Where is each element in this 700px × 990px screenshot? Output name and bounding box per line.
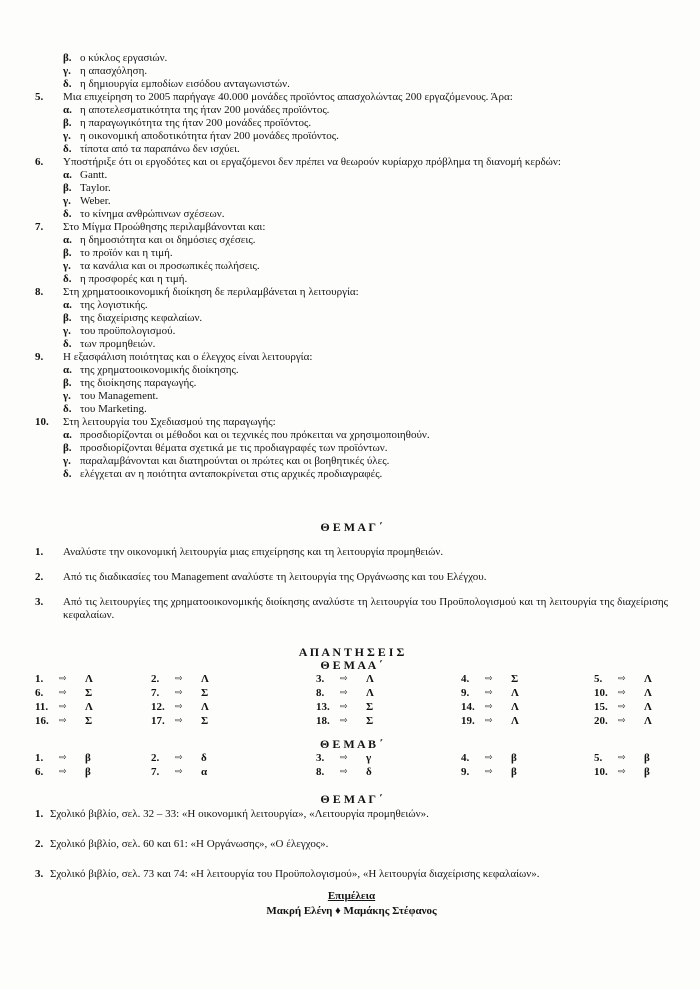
arrow-icon: ⇨ xyxy=(59,753,67,763)
answer-letter: Λ xyxy=(511,715,519,727)
answer-cell xyxy=(594,714,668,728)
question-line xyxy=(63,182,668,195)
question-line xyxy=(63,312,668,325)
answer-letter: β xyxy=(85,766,91,778)
arrow-icon: ⇨ xyxy=(340,716,348,726)
question-line xyxy=(63,429,668,442)
question-line-label: 8. xyxy=(35,286,44,298)
footer xyxy=(35,890,668,918)
answer-letter: Λ xyxy=(511,687,519,699)
book-reference-number: 3. xyxy=(35,868,44,880)
question-line-label: 6. xyxy=(35,156,44,168)
question-line-label: α. xyxy=(63,169,72,181)
question-line-label: δ. xyxy=(63,403,72,415)
answer-cell xyxy=(151,672,316,686)
answer-letter: Σ xyxy=(85,715,93,727)
essay-question xyxy=(35,571,668,584)
question-line-label: 7. xyxy=(35,221,44,233)
book-reference-text: Σχολικό βιβλίο, σελ. 73 και 74: «Η λειτουργία του Προϋπολογισμού», «Η λειτουργία διαχείρισης κεφαλαίων». xyxy=(50,868,540,880)
arrow-icon: ⇨ xyxy=(485,702,493,712)
answer-cell xyxy=(461,765,594,779)
arrow-icon: ⇨ xyxy=(59,767,67,777)
answer-letter: Λ xyxy=(511,701,519,713)
question-line-text: ο κύκλος εργασιών. xyxy=(80,52,168,64)
answer-number: 2. xyxy=(151,673,160,685)
question-line xyxy=(63,52,668,65)
question-line-label: α. xyxy=(63,364,72,376)
answer-letter: Σ xyxy=(201,715,209,727)
answer-number: 9. xyxy=(461,766,470,778)
arrow-icon: ⇨ xyxy=(340,702,348,712)
answer-cell xyxy=(594,686,668,700)
answer-cell xyxy=(151,714,316,728)
essay-question xyxy=(35,596,668,622)
answer-letter: Λ xyxy=(85,701,93,713)
answer-number: 3. xyxy=(316,752,325,764)
arrow-icon: ⇨ xyxy=(618,674,626,684)
book-reference-number: 2. xyxy=(35,838,44,850)
question-line xyxy=(35,156,668,169)
essay-question-number: 2. xyxy=(35,571,44,583)
multiple-choice-section xyxy=(35,52,668,481)
question-line-text: Weber. xyxy=(80,195,111,207)
arrow-icon: ⇨ xyxy=(175,767,183,777)
question-line-label: α. xyxy=(63,104,72,116)
question-line xyxy=(63,390,668,403)
question-line-text: τα κανάλια και οι προσωπικές πωλήσεις. xyxy=(80,260,260,272)
question-line xyxy=(63,338,668,351)
answer-number: 17. xyxy=(151,715,165,727)
question-line xyxy=(35,286,668,299)
book-reference-text: Σχολικό βιβλίο, σελ. 32 – 33: «Η οικονομική λειτουργία», «Λειτουργία προμηθειών». xyxy=(50,808,429,820)
answer-letter: Λ xyxy=(85,673,93,685)
question-line-label: δ. xyxy=(63,273,72,285)
question-line xyxy=(63,130,668,143)
thema-c-answers-header: Θ Ε Μ Α Γ ΄ xyxy=(320,792,383,806)
answer-letter: Λ xyxy=(366,687,374,699)
question-line xyxy=(63,78,668,91)
answer-letter: Σ xyxy=(201,687,209,699)
answer-number: 14. xyxy=(461,701,475,713)
answer-number: 19. xyxy=(461,715,475,727)
thema-c-questions-section xyxy=(35,546,668,622)
answer-cell xyxy=(316,765,461,779)
answer-cell xyxy=(594,765,668,779)
answer-cell xyxy=(35,714,151,728)
answer-cell xyxy=(151,751,316,765)
question-line-label: β. xyxy=(63,182,72,194)
answer-number: 6. xyxy=(35,687,44,699)
question-line-text: η δημοσιότητα και οι δημόσιες σχέσεις. xyxy=(80,234,256,246)
essay-question xyxy=(35,546,668,559)
answer-letter: Σ xyxy=(85,687,93,699)
answer-letter: Σ xyxy=(366,715,374,727)
essay-question-text: Από τις διαδικασίες του Management αναλύστε τη λειτουργία της Οργάνωσης και του Ελέγχου. xyxy=(63,571,487,583)
answer-number: 11. xyxy=(35,701,49,713)
question-line xyxy=(63,208,668,221)
essay-question-text: Από τις λειτουργίες της χρηματοοικονομικής διοίκησης αναλύστε τη λειτουργία του Προϋπολογισμού και τη λειτουργία της διαχείρισης κεφαλαίων. xyxy=(63,596,668,621)
answer-cell xyxy=(594,751,668,765)
answer-cell xyxy=(461,672,594,686)
answer-letter: Λ xyxy=(644,701,652,713)
question-line-text: προσδιορίζονται οι μέθοδοι και οι τεχνικές που πρόκειται να χρησιμοποιηθούν. xyxy=(80,429,430,441)
arrow-icon: ⇨ xyxy=(59,716,67,726)
question-line xyxy=(63,169,668,182)
question-line-label: γ. xyxy=(63,260,71,272)
answer-number: 8. xyxy=(316,687,325,699)
answer-letter: γ xyxy=(366,752,372,764)
question-line-label: γ. xyxy=(63,65,71,77)
thema-c-questions-header: Θ Ε Μ Α Γ ΄ xyxy=(320,520,383,534)
answer-number: 15. xyxy=(594,701,608,713)
editing-credit-label: Επιμέλεια xyxy=(327,890,376,902)
answer-number: 9. xyxy=(461,687,470,699)
question-line-label: α. xyxy=(63,234,72,246)
thema-c-answers-section xyxy=(35,808,668,881)
answer-number: 2. xyxy=(151,752,160,764)
answer-cell xyxy=(316,672,461,686)
question-line-text: της χρηματοοικονομικής διοίκησης. xyxy=(80,364,239,376)
answer-number: 1. xyxy=(35,673,44,685)
answer-cell xyxy=(594,700,668,714)
question-line-text: προσδιορίζονται θέματα σχετικά με τις προδιαγραφές των προϊόντων. xyxy=(80,442,388,454)
answer-cell xyxy=(461,714,594,728)
arrow-icon: ⇨ xyxy=(485,716,493,726)
answer-letter: β xyxy=(85,752,91,764)
arrow-icon: ⇨ xyxy=(175,753,183,763)
question-line-label: γ. xyxy=(63,325,71,337)
arrow-icon: ⇨ xyxy=(340,767,348,777)
question-line-label: β. xyxy=(63,117,72,129)
question-line-label: 10. xyxy=(35,416,49,428)
question-line xyxy=(63,247,668,260)
question-line-label: β. xyxy=(63,442,72,454)
question-line xyxy=(63,325,668,338)
arrow-icon: ⇨ xyxy=(485,688,493,698)
question-line xyxy=(35,416,668,429)
answer-number: 6. xyxy=(35,766,44,778)
arrow-icon: ⇨ xyxy=(485,753,493,763)
question-line-text: του Management. xyxy=(80,390,159,402)
question-line-text: Μια επιχείρηση το 2005 παρήγαγε 40.000 μονάδες προϊόντος απασχολώντας 200 εργαζόμενους. Άρα: xyxy=(63,91,513,103)
question-line-text: η παραγωγικότητα της ήταν 200 μονάδες προϊόντος. xyxy=(80,117,312,129)
question-line-text: η οικονομική αποδοτικότητα ήταν 200 μονάδες προϊόντος. xyxy=(80,130,339,142)
answer-number: 7. xyxy=(151,687,160,699)
answer-letter: α xyxy=(201,766,208,778)
question-line xyxy=(63,468,668,481)
answer-cell xyxy=(35,672,151,686)
question-line-text: της λογιστικής. xyxy=(80,299,148,311)
answer-number: 5. xyxy=(594,673,603,685)
answer-cell xyxy=(316,686,461,700)
arrow-icon: ⇨ xyxy=(175,702,183,712)
answer-letter: Σ xyxy=(366,701,374,713)
answer-letter: Λ xyxy=(644,715,652,727)
arrow-icon: ⇨ xyxy=(485,767,493,777)
answer-cell xyxy=(594,672,668,686)
question-line-label: 9. xyxy=(35,351,44,363)
question-line-text: ελέγχεται αν η ποιότητα ανταποκρίνεται στις αρχικές προδιαγραφές. xyxy=(80,468,383,480)
answer-cell xyxy=(35,700,151,714)
question-line xyxy=(63,195,668,208)
question-line-label: α. xyxy=(63,299,72,311)
question-line-text: Στο Μίγμα Προώθησης περιλαμβάνονται και: xyxy=(63,221,266,233)
answer-letter: δ xyxy=(366,766,372,778)
question-line-label: γ. xyxy=(63,390,71,402)
question-line xyxy=(35,351,668,364)
answer-letter: Σ xyxy=(511,673,519,685)
answer-cell xyxy=(151,686,316,700)
arrow-icon: ⇨ xyxy=(340,688,348,698)
question-line xyxy=(63,455,668,468)
answer-number: 7. xyxy=(151,766,160,778)
thema-b-answers-header: Θ Ε Μ Α Β ΄ xyxy=(319,737,383,751)
question-line xyxy=(35,91,668,104)
question-line xyxy=(63,260,668,273)
question-line-text: των προμηθειών. xyxy=(80,338,156,350)
answers-title: Α Π Α Ν Τ Η Σ Ε Ι Σ xyxy=(298,645,405,659)
question-line-text: Η εξασφάλιση ποιότητας και ο έλεγχος είναι λειτουργία: xyxy=(63,351,313,363)
question-line xyxy=(63,377,668,390)
answer-cell xyxy=(35,686,151,700)
question-line xyxy=(63,117,668,130)
question-line-label: δ. xyxy=(63,78,72,90)
arrow-icon: ⇨ xyxy=(340,674,348,684)
thema-a-answers-header: Θ Ε Μ Α Α ΄ xyxy=(320,658,383,672)
answer-letter: β xyxy=(644,752,650,764)
answer-letter: Λ xyxy=(201,673,209,685)
arrow-icon: ⇨ xyxy=(59,702,67,712)
answer-cell xyxy=(35,765,151,779)
arrow-icon: ⇨ xyxy=(175,674,183,684)
thema-a-answer-grid xyxy=(35,672,668,728)
answer-number: 8. xyxy=(316,766,325,778)
book-reference xyxy=(35,838,668,851)
question-line-label: γ. xyxy=(63,455,71,467)
answer-letter: β xyxy=(511,752,517,764)
question-line-text: Στη λειτουργία του Σχεδιασμού της παραγωγής: xyxy=(63,416,276,428)
answer-number: 18. xyxy=(316,715,330,727)
answer-letter: Λ xyxy=(644,673,652,685)
question-line-label: α. xyxy=(63,429,72,441)
question-line-label: β. xyxy=(63,312,72,324)
answer-cell xyxy=(316,714,461,728)
question-line xyxy=(63,104,668,117)
answer-number: 10. xyxy=(594,766,608,778)
essay-question-number: 3. xyxy=(35,596,44,608)
question-line xyxy=(63,299,668,312)
answer-cell xyxy=(151,700,316,714)
question-line-text: Στη χρηματοοικονομική διοίκηση δε περιλαμβάνεται η λειτουργία: xyxy=(63,286,359,298)
answer-number: 20. xyxy=(594,715,608,727)
answer-cell xyxy=(35,751,151,765)
question-line-label: γ. xyxy=(63,195,71,207)
arrow-icon: ⇨ xyxy=(618,702,626,712)
arrow-icon: ⇨ xyxy=(59,674,67,684)
question-line-text: Taylor. xyxy=(80,182,111,194)
answer-cell xyxy=(316,751,461,765)
arrow-icon: ⇨ xyxy=(618,767,626,777)
question-line xyxy=(63,442,668,455)
question-line-text: η απασχόληση. xyxy=(80,65,148,77)
arrow-icon: ⇨ xyxy=(175,688,183,698)
question-line-label: 5. xyxy=(35,91,44,103)
book-reference-number: 1. xyxy=(35,808,44,820)
thema-b-answer-grid xyxy=(35,751,668,779)
question-line-text: το προϊόν και η τιμή. xyxy=(80,247,173,259)
answer-cell xyxy=(461,700,594,714)
answer-number: 16. xyxy=(35,715,49,727)
editing-credit-names: Μακρή Ελένη ♦ Μαμάκης Στέφανος xyxy=(266,905,437,917)
question-line-text: Υποστήριξε ότι οι εργοδότες και οι εργαζόμενοι δεν πρέπει να θεωρούν κυρίαρχο πρόβλημα τη διανομή κερδών: xyxy=(63,156,561,168)
essay-question-text: Αναλύστε την οικονομική λειτουργία μιας επιχείρησης και τη λειτουργία προμηθειών. xyxy=(63,546,444,558)
question-line-text: της διαχείρισης κεφαλαίων. xyxy=(80,312,203,324)
answer-number: 1. xyxy=(35,752,44,764)
arrow-icon: ⇨ xyxy=(618,716,626,726)
answer-number: 3. xyxy=(316,673,325,685)
question-line-label: δ. xyxy=(63,338,72,350)
answer-letter: β xyxy=(511,766,517,778)
question-line-text: το κίνημα ανθρώπινων σχέσεων. xyxy=(80,208,225,220)
question-line-label: γ. xyxy=(63,130,71,142)
arrow-icon: ⇨ xyxy=(340,753,348,763)
question-line-label: β. xyxy=(63,377,72,389)
answer-cell xyxy=(461,686,594,700)
question-line-text: παραλαμβάνονται και διατηρούνται οι πρώτες και οι βοηθητικές ύλες. xyxy=(80,455,390,467)
answer-letter: δ xyxy=(201,752,207,764)
answer-letter: Λ xyxy=(201,701,209,713)
question-line-text: του προϋπολογισμού. xyxy=(80,325,176,337)
question-line xyxy=(35,221,668,234)
answer-number: 4. xyxy=(461,752,470,764)
answer-number: 4. xyxy=(461,673,470,685)
answer-number: 5. xyxy=(594,752,603,764)
book-reference xyxy=(35,808,668,821)
arrow-icon: ⇨ xyxy=(59,688,67,698)
answer-number: 12. xyxy=(151,701,165,713)
book-reference xyxy=(35,868,668,881)
answer-letter: β xyxy=(644,766,650,778)
answer-cell xyxy=(316,700,461,714)
question-line-label: δ. xyxy=(63,208,72,220)
question-line xyxy=(63,234,668,247)
question-line-text: Gantt. xyxy=(80,169,108,181)
answer-number: 10. xyxy=(594,687,608,699)
question-line-label: δ. xyxy=(63,143,72,155)
answer-cell xyxy=(151,765,316,779)
question-line-label: β. xyxy=(63,247,72,259)
arrow-icon: ⇨ xyxy=(175,716,183,726)
question-line xyxy=(63,273,668,286)
question-line-text: η δημιουργία εμποδίων εισόδου ανταγωνιστών. xyxy=(80,78,290,90)
arrow-icon: ⇨ xyxy=(485,674,493,684)
answer-number: 13. xyxy=(316,701,330,713)
question-line-text: η προσφορές και η τιμή. xyxy=(80,273,188,285)
question-line-text: τίποτα από τα παραπάνω δεν ισχύει. xyxy=(80,143,240,155)
arrow-icon: ⇨ xyxy=(618,753,626,763)
book-reference-text: Σχολικό βιβλίο, σελ. 60 και 61: «Η Οργάνωσης», «Ο έλεγχος». xyxy=(50,838,329,850)
arrow-icon: ⇨ xyxy=(618,688,626,698)
answer-letter: Λ xyxy=(366,673,374,685)
question-line xyxy=(63,65,668,78)
question-line-label: δ. xyxy=(63,468,72,480)
question-line-text: της διοίκησης παραγωγής. xyxy=(80,377,197,389)
question-line-label: β. xyxy=(63,52,72,64)
question-line xyxy=(63,403,668,416)
question-line xyxy=(63,143,668,156)
question-line-text: η αποτελεσματικότητα της ήταν 200 μονάδες προϊόντος. xyxy=(80,104,330,116)
answer-letter: Λ xyxy=(644,687,652,699)
question-line xyxy=(63,364,668,377)
essay-question-number: 1. xyxy=(35,546,44,558)
question-line-text: του Marketing. xyxy=(80,403,147,415)
answer-cell xyxy=(461,751,594,765)
